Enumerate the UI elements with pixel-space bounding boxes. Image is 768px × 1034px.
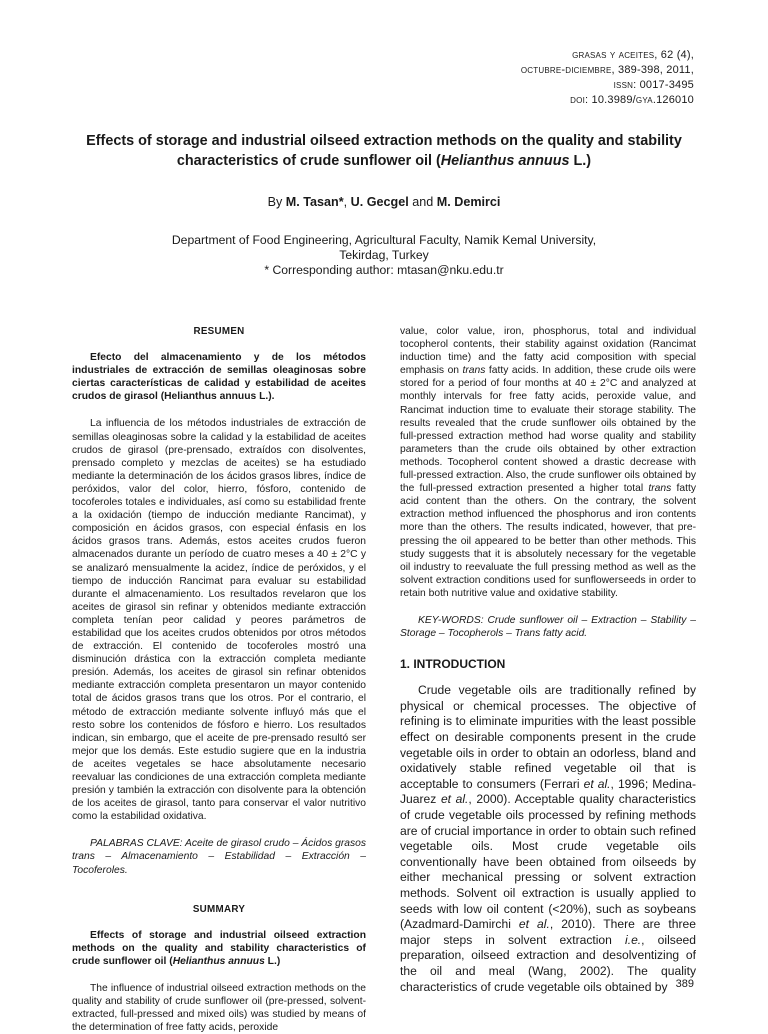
journal-doi: doi: 10.3989/gya.126010 <box>570 94 694 106</box>
summary-trans-italic: trans <box>462 365 486 377</box>
summary-heading: SUMMARY <box>192 903 246 915</box>
author-and: and <box>408 195 437 209</box>
title-text: Effects of storage and industrial oilseed extraction methods on the quality and stability characteristics of crude sunflower oil ( <box>86 133 682 169</box>
title-species: Helianthus annuus <box>440 153 570 169</box>
page-number: 389 <box>675 978 694 990</box>
intro-etal: et al. <box>583 776 611 791</box>
affiliation-location: Tekirdag, Turkey <box>339 248 429 262</box>
summary-text: fatty acids. In addition, these crude oils were stored for a period of four months at 40 ± 2°C and analyzed at monthly intervals for free fatty acids, peroxide value, and Rancimat induction time to evaluate their storage stability. The results revealed that the crude sunflower oils obtained by the full-pressed extraction method had worse quality and stability parameters than the crude oils obtained by other extraction methods. Tocopherol content showed a drastic decrease with full-pressed extraction. Also, the crude sunflower oils obtained by the full-pressed extraction presented a higher total <box>400 365 696 495</box>
intro-text: , 2000). Acceptable quality characteristics of crude vegetable oils processed by refining methods are of crucial importance in order to obtain such refined vegetable oils. Most crude vegetable oils conventionally have been obtained from oilseeds by either mechanical pressing or solvent extraction methods. Solvent oil extraction is usually applied to seeds with low oil content (<20%), such as soybeans (Azadmard-Damirchi <box>400 792 696 932</box>
title-text-end: L.) <box>569 153 592 169</box>
summary-body-right <box>400 325 696 600</box>
left-column <box>72 325 366 1034</box>
summary-text: fatty acid content than the others. On the contrary, the solvent extraction method influenced the phosphorus and iron contents more than the others. The results indicated, however, that pre-pressing the oil appeared to be better than other methods. This study suggests that it is absolutely necessary for the vegetable oil industry to reevaluate the full pressing method as well as the solvent extraction conditions used for sunflowerseeds in order to retain both nutritive value and oxidative stability. <box>400 483 696 599</box>
resumen-body: La influencia de los métodos industriales de extracción de semillas oleaginosas sobre la calidad y la estabilidad de aceites crudos de girasol (pre-prensado, extraídos con disolventes, prensado completo y mezclas de aceites) se ha estudiado mediante la determinación de los ácidos grasos libres, índice de peróxidos, valor del color, hierro, fósforo, contenido de tocoferoles totales e individuales, así como su estabilidad frente a la oxidación (tiempo de inducción mediante Rancimat), y composición en ácidos grasos, con especial énfasis en los ácidos grasos trans. Además, estos aceites crudos fueron almacenados durante un período de cuatro meses a 40 ± 2°C y se analizaró mensualmente la acidez, índice de peróxidos, y el tiempo de inducción Rancimat para evaluar su estabilidad durante el almacenamiento. Los resultados revelaron que los aceites de girasol sin refinar y obtenidos mediante extracción completa tenían peor calidad y peores parámetros de estabilidad que los aceites crudos obtenidos por otros métodos de extracción. El contenido de tocoferoles mostró una disminución drástica con la extracción completa mediante presión. Además, los aceites de girasol sin refinar obtenidos mediante extracción completa presentaron un mayor contenido total de ácidos grasos trans que los otros. Por el contrario, el método de extracción mediante solvente influyó más que el resto sobre los contenidos de fósforo e hierro. Los resultados indican, sin embargo, que el aceite de pre-prensado resultó ser mejor que los demás. Este estudio sugiere que en la industria de aceites vegetales se hace absolutamente necesario reevaluar las condiciones de una extracción completa mediante presión y también la extracción con disolvente para la obtención de los aceites de girasol, tanto para conservar el valor nutritivo como la estabilidad oxidativa. <box>72 418 366 823</box>
right-column <box>400 325 696 995</box>
journal-issue: octubre-diciembre, 389-398, 2011, <box>520 64 694 76</box>
author-1: M. Tasan* <box>285 195 344 209</box>
intro-text: , 1996; Medina-Juarez <box>400 776 696 807</box>
summary-title-species: Helianthus annuus <box>172 955 265 967</box>
introduction-heading: 1. INTRODUCTION <box>400 657 506 672</box>
intro-etal: et al. <box>518 917 550 932</box>
summary-body-left: The influence of industrial oilseed extraction methods on the quality and stability of crude sunflower oil (pre-pressed, solvent-extracted, full-pressed and mixed oils) was studied by means of the determination of free fatty acids, peroxide <box>72 983 366 1034</box>
affiliation <box>0 233 768 278</box>
author-prefix: By <box>267 195 286 209</box>
intro-text: Crude vegetable oils are traditionally refined by physical or chemical processes. The objective of refining is to eliminate impurities with the least possible effect on desirable components present in the crude vegetable oils in order to obtain an odorless, bland and oxidatively stable refined vegetable oil that is acceptable to consumers (Ferrari <box>400 683 696 791</box>
author-separator: , <box>343 195 351 209</box>
author-2: U. Gecgel <box>350 195 409 209</box>
journal-name: grasas y aceites, 62 (4), <box>572 49 694 61</box>
journal-issn: issn: 0017-3495 <box>613 79 694 91</box>
summary-keywords: KEY-WORDS: Crude sunflower oil – Extraction – Stability – Storage – Tocopherols – Trans fatty acid. <box>400 614 696 640</box>
resumen-heading: RESUMEN <box>193 326 245 337</box>
intro-text: , 2010). There are three major steps in solvent extraction <box>400 917 696 947</box>
intro-text: , oilseed preparation, oilseed extraction and desolventizing of the oil and meal (Wang, 2002). The quality characteristics of crude vegetable oils obtained by <box>400 932 697 994</box>
summary-title-end: L.) <box>264 955 281 967</box>
summary-title <box>72 929 366 968</box>
summary-trans-italic: trans <box>648 483 672 495</box>
summary-text: value, color value, iron, phosphorus, total and individual tocopherol contents, their stability against oxidation (Rancimat induction time) and the fatty acid composition with special emphasis on <box>400 326 696 377</box>
resumen-keywords: PALABRAS CLAVE: Aceite de girasol crudo – Ácidos grasos trans – Almacenamiento – Estabilidad – Extracción – Tocoferoles. <box>72 838 366 876</box>
author-list <box>0 195 768 209</box>
intro-etal: et al. <box>440 792 469 807</box>
author-3: M. Demirci <box>436 195 501 209</box>
affiliation-department: Department of Food Engineering, Agricultural Faculty, Namik Kemal University, <box>171 233 597 247</box>
intro-ie: i.e. <box>625 932 642 947</box>
article-title <box>72 131 696 171</box>
summary-title-text: Effects of storage and industrial oilseed extraction methods on the quality and stability characteristics of crude sunflower oil ( <box>72 929 366 967</box>
corresponding-author: * Corresponding author: mtasan@nku.edu.tr <box>264 263 504 277</box>
resumen-title: Efecto del almacenamiento y de los métodos industriales de extracción de semillas oleaginosas sobre ciertas características de calidad y estabilidad de aceites crudos de girasol (Helianthus annuus L.). <box>72 352 366 403</box>
introduction-body <box>400 683 696 995</box>
journal-citation <box>521 48 694 108</box>
